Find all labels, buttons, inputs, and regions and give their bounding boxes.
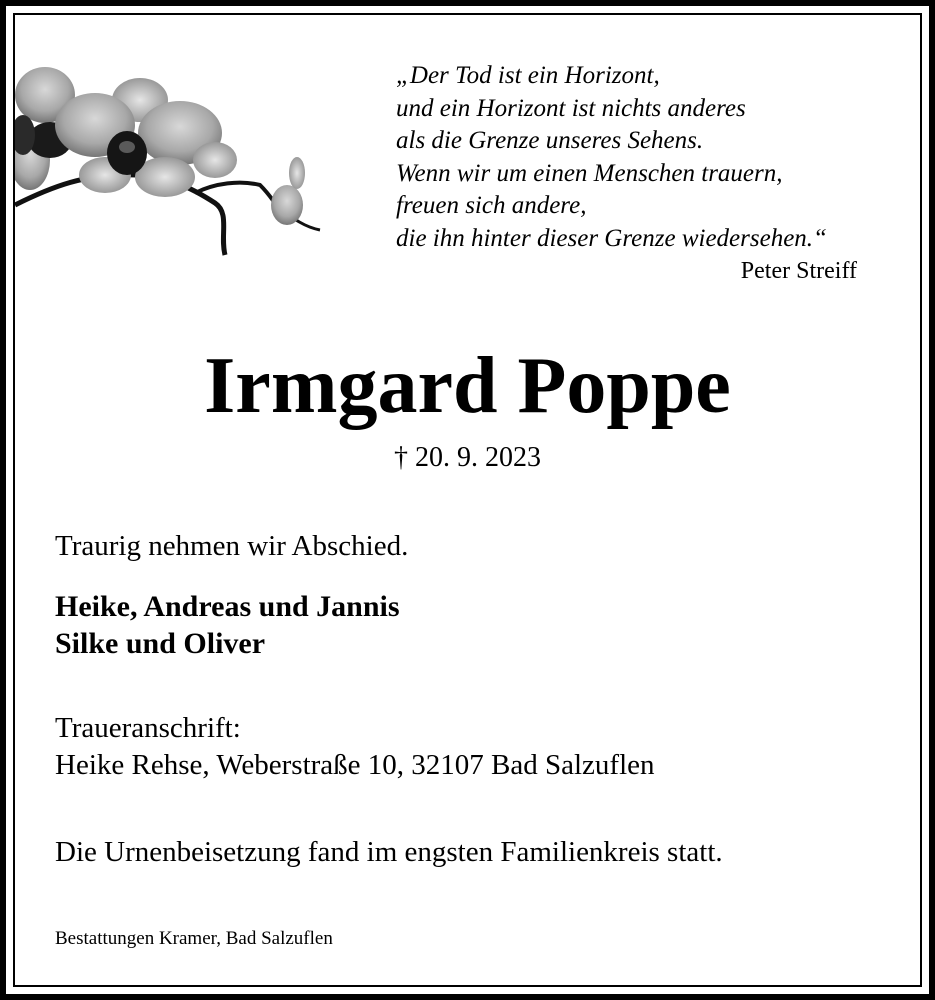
quote-line: Wenn wir um einen Menschen trauern, — [396, 159, 783, 187]
quote-line: die ihn hinter dieser Grenze wiedersehen.“ — [396, 224, 827, 252]
quote-line: und ein Horizont ist nichts anderes — [396, 94, 746, 122]
quote-line: freuen sich andere, — [396, 192, 587, 219]
quote-block — [396, 60, 827, 255]
quote-line: als die Grenze unseres Sehens. — [396, 127, 704, 154]
mourning-address — [55, 710, 655, 784]
burial-note: Die Urnenbeisetzung fand im engsten Familienkreis statt. — [55, 836, 723, 868]
farewell-text: Traurig nehmen wir Abschied. — [55, 530, 409, 562]
address-value: Heike Rehse, Weberstraße 10, 32107 Bad Salzuflen — [55, 749, 655, 781]
death-date: † 20. 9. 2023 — [394, 442, 541, 473]
mourner-line: Heike, Andreas und Jannis — [55, 590, 400, 623]
undertaker-credit: Bestattungen Kramer, Bad Salzuflen — [55, 928, 333, 949]
address-label: Traueranschrift: — [55, 712, 241, 744]
deceased-name: Irmgard Poppe — [204, 342, 731, 430]
mourners-list — [55, 588, 400, 662]
quote-line: „Der Tod ist ein Horizont, — [396, 62, 660, 89]
orchid-icon — [15, 55, 325, 265]
mourner-line: Silke und Oliver — [55, 627, 266, 660]
quote-author: Peter Streiff — [740, 258, 857, 284]
